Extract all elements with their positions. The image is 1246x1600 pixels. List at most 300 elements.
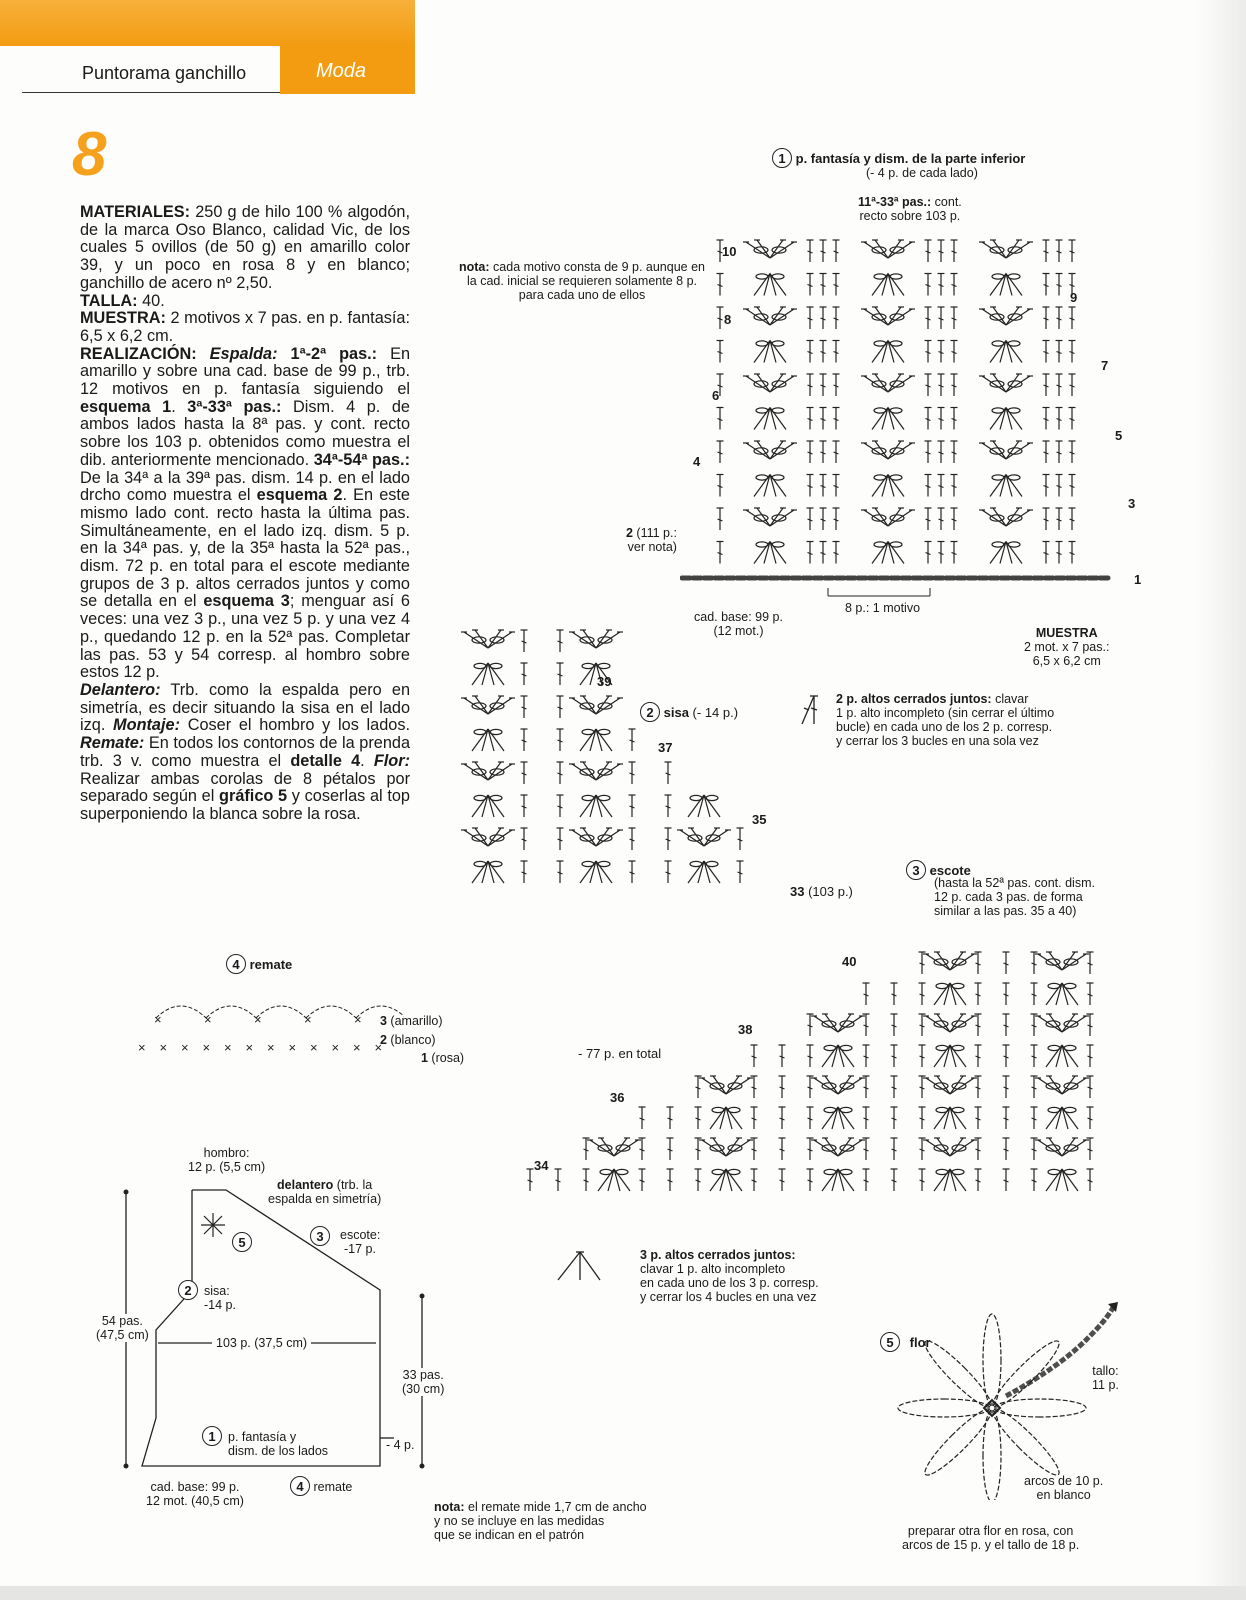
stitch-treble — [667, 1107, 674, 1129]
stitch-treble — [1003, 1045, 1010, 1067]
stitch-fan — [1046, 1045, 1078, 1067]
stitch-fan — [580, 861, 612, 883]
stitch-treble — [938, 475, 945, 497]
stitch-arc — [306, 1006, 356, 1018]
schematic-base — [146, 1480, 244, 1508]
chart1-row-2-text1: (111 p.: — [632, 526, 677, 540]
stitch-treble — [527, 1169, 534, 1191]
stitch-fan — [979, 240, 1033, 258]
stitch-treble — [521, 729, 528, 751]
chart1-row-6: 6 — [712, 388, 720, 403]
chart3-l1: (hasta la 52ª pas. cont. dism. — [934, 876, 1095, 890]
stitch-treble — [717, 408, 724, 430]
chart2-subtitle: (- 14 p.) — [688, 705, 739, 720]
flor-text: Realizar ambas corolas de 8 pétalos por separado según el — [80, 769, 410, 806]
instructions-text — [80, 204, 410, 824]
stitch-treble — [807, 408, 814, 430]
chart2-row-37: 37 — [658, 740, 673, 755]
chart1-rows-label: 11ª-33ª pas.: — [858, 195, 932, 209]
stitch-fan — [743, 240, 797, 258]
chart5-arcos — [1024, 1474, 1103, 1502]
stitch-fan — [461, 630, 515, 648]
stitch-vfan — [872, 542, 904, 564]
stitch-fan — [822, 1107, 854, 1129]
stitch-treble — [938, 307, 945, 329]
chart3-number-badge: 3 — [906, 860, 926, 880]
stitch-fan — [587, 1138, 641, 1156]
stitch-fan — [861, 508, 915, 526]
delantero-label: Delantero: — [80, 680, 161, 699]
muestra-text: 2 motivos x 7 pas. en p. fantasía: 6,5 x 6,2 cm. — [80, 309, 410, 345]
materiales-text: 250 g de hilo 100 % algodón, de la marca Oso Blanco, calidad Vic, de los cuales 5 ovillos (de 50 g) en amarillo color 39, y un poco en rosa 8 y en blanco; ganchillo de acero nº 2,50. — [80, 203, 410, 292]
stitch-treble — [1003, 983, 1010, 1005]
stitch-treble — [1087, 1107, 1094, 1129]
stitch-treble — [1056, 274, 1063, 296]
schematic-sisa — [204, 1284, 236, 1312]
stitch-fan — [699, 1138, 753, 1156]
chart1-title-text: p. fantasía y dism. de la parte inferior — [795, 151, 1026, 166]
espalda-text-4: De la 34ª a la 39ª pas. dism. 14 p. en el lado drcho como muestra el — [80, 468, 410, 505]
stitch-treble — [807, 1045, 814, 1067]
schematic-width: 103 p. (37,5 cm) — [212, 1336, 311, 1350]
sisa-l2: -14 p. — [204, 1298, 236, 1312]
stitch-sc: × — [267, 1040, 275, 1055]
stitch-sc: × — [288, 1040, 297, 1055]
chart4-r1-num: 1 — [421, 1051, 428, 1065]
chart1-base-2: (12 mot.) — [713, 624, 764, 638]
bottom-note-t2: y no se incluye en las medidas — [434, 1514, 605, 1528]
chart1-rows-note — [858, 195, 962, 223]
stitch-treble — [925, 408, 932, 430]
stitch-vfan — [754, 274, 786, 296]
chart4-r1-color: (rosa) — [427, 1051, 465, 1065]
stitch-fan — [934, 1045, 966, 1067]
stitch-fan — [699, 1076, 753, 1094]
stitch-treble — [557, 696, 564, 718]
stitch-treble — [938, 408, 945, 430]
talla-label: TALLA: — [80, 291, 138, 310]
schematic-base-1: cad. base: 99 p. — [150, 1480, 240, 1494]
stitch-treble — [820, 441, 827, 463]
legend3-title: 3 p. altos cerrados juntos: — [640, 1248, 796, 1262]
stitch-treble — [629, 729, 636, 751]
stitch-treble — [1056, 341, 1063, 363]
stitch-treble — [975, 952, 982, 974]
stitch-fan — [461, 762, 515, 780]
stitch-treble — [665, 828, 672, 850]
stitch-treble — [833, 341, 840, 363]
stitch-fan — [598, 1169, 630, 1191]
stitch-treble — [807, 475, 814, 497]
stitch-vfan — [990, 475, 1022, 497]
stitch-treble — [1003, 1014, 1010, 1036]
stitch-fan — [569, 696, 623, 714]
stitch-treble — [521, 663, 528, 685]
stitch-treble — [737, 861, 744, 883]
stitch-treble — [919, 983, 926, 1005]
height-l1: 54 pas. — [101, 1314, 143, 1328]
stitch-treble — [925, 307, 932, 329]
stitch-treble — [951, 341, 958, 363]
stitch-fan — [979, 374, 1033, 392]
stitch-treble — [1056, 240, 1063, 262]
stitch-treble — [639, 1107, 646, 1129]
stitch-treble — [1087, 952, 1094, 974]
stitch-treble — [1087, 983, 1094, 1005]
bottom-note-t3: que se indican en el patrón — [434, 1528, 585, 1542]
stitch-treble — [807, 1076, 814, 1098]
stitch-treble — [975, 1107, 982, 1129]
chart3-row-40: 40 — [842, 954, 857, 969]
stitch-fan — [1035, 1076, 1089, 1094]
espalda-text-2: . — [171, 397, 188, 416]
chart3-row-34: 34 — [534, 1158, 549, 1173]
stitch-treble — [1031, 1138, 1038, 1160]
stitch-fan — [461, 828, 515, 846]
stitch-fan — [811, 1076, 865, 1094]
stitch-treble — [807, 274, 814, 296]
stitch-treble — [1087, 1045, 1094, 1067]
stitch-fan — [979, 441, 1033, 459]
chart2-title-text: sisa — [663, 705, 689, 720]
stitch-treble — [1003, 1107, 1010, 1129]
stitch-treble — [521, 828, 528, 850]
sisa-l1: sisa: — [204, 1284, 230, 1298]
stitch-treble — [951, 408, 958, 430]
chart3-title-text: escote — [929, 863, 971, 878]
schematic-remate-badge: 4 — [290, 1476, 310, 1496]
dec2-symbol-icon — [798, 692, 824, 728]
schematic-sisa-badge: 2 — [178, 1280, 198, 1300]
stitch-treble — [695, 1076, 702, 1098]
chart1-muestra-l1: 2 mot. x 7 pas.: — [1024, 640, 1110, 654]
stitch-treble — [1087, 1076, 1094, 1098]
stitch-treble — [1043, 307, 1050, 329]
stitch-vfan — [754, 475, 786, 497]
stitch-treble — [1031, 983, 1038, 1005]
stitch-fan — [979, 508, 1033, 526]
bottom-note — [434, 1500, 647, 1542]
chart3-l2: 12 p. cada 3 pas. de forma — [934, 890, 1083, 904]
stitch-vfan — [990, 341, 1022, 363]
delantero-l1: (trb. la — [333, 1178, 373, 1192]
flower-petal — [987, 1335, 1065, 1413]
chart3-total: - 77 p. en total — [578, 1046, 662, 1061]
stitch-treble — [1069, 508, 1076, 530]
prep-l2: arcos de 15 p. y el tallo de 18 p. — [902, 1538, 1080, 1552]
schematic-remate-label: remate — [313, 1480, 353, 1494]
stitch-treble — [938, 374, 945, 396]
chart5-prep — [902, 1524, 1079, 1552]
chart1-note-text3: para cada uno de ellos — [518, 288, 646, 302]
legend3-l2: clavar 1 p. alto incompleto — [640, 1262, 786, 1276]
stitch-treble — [1031, 1169, 1038, 1191]
stitch-vfan — [990, 274, 1022, 296]
stitch-fan — [569, 828, 623, 846]
chart1-row-2-num: 2 — [626, 526, 633, 540]
stitch-fan — [811, 1138, 865, 1156]
stitch-fan — [472, 663, 504, 685]
schematic-minus4: - 4 p. — [386, 1438, 415, 1452]
header-band — [0, 0, 415, 46]
stitch-treble — [807, 508, 814, 530]
stitch-treble — [779, 1107, 786, 1129]
hombro-l2: 12 p. (5,5 cm) — [188, 1160, 266, 1174]
stitch-treble — [1031, 1107, 1038, 1129]
stitch-treble — [779, 1169, 786, 1191]
stitch-fan — [861, 374, 915, 392]
stitch-treble — [1056, 542, 1063, 564]
mini-flower-icon — [201, 1213, 225, 1237]
chart1-row-8: 8 — [724, 312, 732, 327]
stitch-treble — [951, 274, 958, 296]
chart5-number-badge: 5 — [880, 1332, 900, 1352]
rows-3-33: 3ª-33ª pas.: — [187, 397, 282, 416]
stitch-treble — [807, 1169, 814, 1191]
stitch-treble — [1043, 441, 1050, 463]
chart1-note-text1: cada motivo consta de 9 p. aunque en — [489, 260, 705, 274]
stitch-treble — [557, 762, 564, 784]
chart2-number-badge: 2 — [640, 702, 660, 722]
rows-34-54: 34ª-54ª pas.: — [313, 450, 410, 469]
stitch-treble — [938, 240, 945, 262]
stitch-vfan — [990, 542, 1022, 564]
stitch-fan — [677, 828, 731, 846]
stitch-treble — [1069, 475, 1076, 497]
stitch-treble — [629, 795, 636, 817]
schematic-flor-badge-wrap — [232, 1232, 252, 1252]
chart1-row-5: 5 — [1115, 428, 1123, 443]
chart1-row-9: 9 — [1070, 290, 1078, 305]
chart1-motif-label: 8 p.: 1 motivo — [842, 601, 923, 615]
stitch-treble — [919, 952, 926, 974]
magazine-title: Puntorama ganchillo — [82, 63, 247, 83]
delantero-title: delantero — [277, 1178, 334, 1192]
pattern-number: 8 — [72, 120, 107, 189]
stitch-treble — [925, 441, 932, 463]
stitch-treble — [925, 475, 932, 497]
stitch-fan — [1046, 1107, 1078, 1129]
stitch-vfan — [872, 475, 904, 497]
stitch-treble — [891, 983, 898, 1005]
esquema-1-ref: esquema 1 — [80, 397, 172, 416]
chart1-note-text2: la cad. inicial se requieren solamente 8 p. — [467, 274, 697, 288]
esquema-2-ref: esquema 2 — [250, 486, 343, 505]
stitch-treble — [665, 762, 672, 784]
stitch-treble — [1069, 542, 1076, 564]
chart1-row-10: 10 — [722, 244, 737, 259]
stitch-treble — [629, 762, 636, 784]
stitch-sc: × — [254, 1012, 262, 1027]
stitch-treble — [820, 508, 827, 530]
grafico-5-ref: gráfico 5 — [214, 787, 288, 806]
legend2-l4: y cerrar los 3 bucles en una sola vez — [836, 734, 1039, 748]
height-l2: (47,5 cm) — [96, 1328, 149, 1342]
stitch-treble — [807, 441, 814, 463]
stitch-treble — [863, 983, 870, 1005]
stitch-vfan — [872, 408, 904, 430]
bottom-note-t1: el remate mide 1,7 cm de ancho — [464, 1500, 647, 1514]
stitch-fan — [934, 1107, 966, 1129]
stitch-sc: × — [204, 1012, 212, 1027]
flower-petal — [919, 1335, 997, 1413]
stitch-treble — [891, 1045, 898, 1067]
stitch-fan — [461, 696, 515, 714]
schematic-escote-badge: 3 — [310, 1226, 330, 1246]
stitch-treble — [951, 307, 958, 329]
stitch-vfan — [990, 408, 1022, 430]
stitch-treble — [521, 630, 528, 652]
arcos-l1: arcos de 10 p. — [1024, 1474, 1104, 1488]
espalda-rows: 1ª-2ª pas.: — [277, 344, 378, 363]
chart4-number-badge: 4 — [226, 954, 246, 974]
stitch-treble — [951, 441, 958, 463]
stitch-vfan — [872, 274, 904, 296]
stitch-treble — [891, 1014, 898, 1036]
stitch-fan — [472, 795, 504, 817]
chart1-base-1: cad. base: 99 p. — [694, 610, 783, 624]
remate-text-2: . — [360, 751, 365, 770]
stitch-treble — [833, 240, 840, 262]
stitch-fan — [569, 762, 623, 780]
hombro-l1: hombro: — [203, 1146, 250, 1160]
stitch-treble — [919, 1014, 926, 1036]
stitch-treble — [1069, 341, 1076, 363]
stitch-fan — [923, 952, 977, 970]
legend3-l4: y cerrar los 4 bucles en una vez — [640, 1290, 817, 1304]
stitch-treble — [951, 240, 958, 262]
chart4-title — [226, 954, 292, 974]
chart5-tallo — [1092, 1364, 1119, 1392]
stitch-treble — [1056, 307, 1063, 329]
chart3-row-38: 38 — [738, 1022, 753, 1037]
realizacion-label: REALIZACIÓN: — [80, 344, 197, 363]
stitch-treble — [779, 1076, 786, 1098]
fant-l2: dism. de los lados — [228, 1444, 329, 1458]
stitch-treble — [717, 274, 724, 296]
stitch-treble — [833, 274, 840, 296]
chart1-number-badge: 1 — [772, 148, 792, 168]
schematic-delantero — [268, 1178, 381, 1206]
stitch-treble — [925, 341, 932, 363]
chart1-row-7: 7 — [1101, 358, 1109, 373]
fant-l1: p. fantasía y — [228, 1430, 297, 1444]
legend2-l3: bucle) en cada uno de los 2 p. corresp. — [836, 720, 1053, 734]
stitch-treble — [695, 1107, 702, 1129]
chart1-muestra-l2: 6,5 x 6,2 cm — [1032, 654, 1101, 668]
stitch-fan — [710, 1107, 742, 1129]
stitch-vfan — [754, 408, 786, 430]
stitch-vfan — [754, 341, 786, 363]
chart1-note-label: nota: — [459, 260, 490, 274]
stitch-treble — [667, 1138, 674, 1160]
stitch-treble — [779, 1045, 786, 1067]
schematic-height — [96, 1314, 149, 1342]
stitch-treble — [1087, 1169, 1094, 1191]
stitch-treble — [807, 341, 814, 363]
stitch-treble — [833, 508, 840, 530]
montaje-text: Coser el hombro y los lados. — [180, 716, 410, 735]
chart3-diagram — [490, 950, 1130, 1220]
chart1-diagram — [680, 232, 1130, 612]
stitch-fan — [688, 861, 720, 883]
stitch-treble — [820, 341, 827, 363]
stitch-treble — [1043, 274, 1050, 296]
stitch-treble — [1003, 1076, 1010, 1098]
stitch-treble — [1031, 952, 1038, 974]
remate-text: En todos los contornos de la prenda trb. 3 v. como muestra el — [80, 734, 410, 770]
stitch-treble — [833, 475, 840, 497]
stitch-treble — [919, 1138, 926, 1160]
stitch-treble — [925, 542, 932, 564]
stitch-treble — [807, 542, 814, 564]
espalda-text-3: Dism. 4 p. de ambos lados hasta la 8ª pas. y cont. recto sobre los 103 p. obtenidos como muestra el dib. anteriormente mencionado. — [80, 397, 410, 469]
stitch-treble — [951, 508, 958, 530]
espalda-text-6: ; menguar así 6 veces: una vez 3 p., una vez 5 p. y una vez 4 p., quedando 12 p. en la 52ª pas. Completar las pas. 53 y 54 corresp. al hombro sobre estos 12 p. — [80, 592, 410, 682]
stitch-treble — [807, 1138, 814, 1160]
stitch-fan — [743, 441, 797, 459]
chart1-row-2-label — [626, 526, 677, 554]
stitch-treble — [1056, 475, 1063, 497]
stitch-fan — [688, 795, 720, 817]
stitch-treble — [665, 861, 672, 883]
chart1-rows-text1: cont. — [931, 195, 962, 209]
delantero-l2: espalda en simetría) — [268, 1192, 382, 1206]
stitch-treble — [521, 696, 528, 718]
stitch-treble — [925, 274, 932, 296]
flower-diagram — [896, 1300, 1136, 1500]
stitch-fan — [934, 983, 966, 1005]
arcos-l2: en blanco — [1036, 1488, 1091, 1502]
stitch-treble — [925, 240, 932, 262]
schematic-height2 — [402, 1368, 444, 1396]
tallo-l2: 11 p. — [1092, 1378, 1119, 1392]
talla-text: 40. — [137, 291, 165, 310]
stitch-treble — [737, 828, 744, 850]
stitch-treble — [1069, 240, 1076, 262]
stitch-treble — [951, 542, 958, 564]
bottom-edge — [0, 1586, 1246, 1600]
stitch-treble — [751, 1169, 758, 1191]
stitch-treble — [925, 374, 932, 396]
stitch-treble — [938, 441, 945, 463]
stitch-treble — [833, 374, 840, 396]
stitch-sc: × — [331, 1040, 340, 1055]
stitch-treble — [557, 795, 564, 817]
stitch-treble — [863, 1076, 870, 1098]
stitch-treble — [820, 374, 827, 396]
chart3-l3: similar a las pas. 35 a 40) — [934, 904, 1077, 918]
stitch-treble — [1069, 441, 1076, 463]
stitch-fan — [923, 1138, 977, 1156]
chart4-title-text: remate — [249, 957, 293, 972]
stitch-treble — [1056, 408, 1063, 430]
stitch-fan — [1035, 1014, 1089, 1032]
chart2-title — [640, 702, 738, 722]
stitch-treble — [555, 1169, 562, 1191]
flower-petal — [919, 1403, 997, 1481]
stitch-treble — [820, 307, 827, 329]
stitch-treble — [975, 983, 982, 1005]
stitch-treble — [779, 1138, 786, 1160]
chart2-row-35: 35 — [752, 812, 767, 827]
stitch-treble — [521, 861, 528, 883]
stitch-treble — [807, 374, 814, 396]
stitch-fan — [861, 307, 915, 325]
stitch-treble — [1087, 1138, 1094, 1160]
stitch-treble — [833, 408, 840, 430]
escote-l2: -17 p. — [344, 1242, 376, 1256]
